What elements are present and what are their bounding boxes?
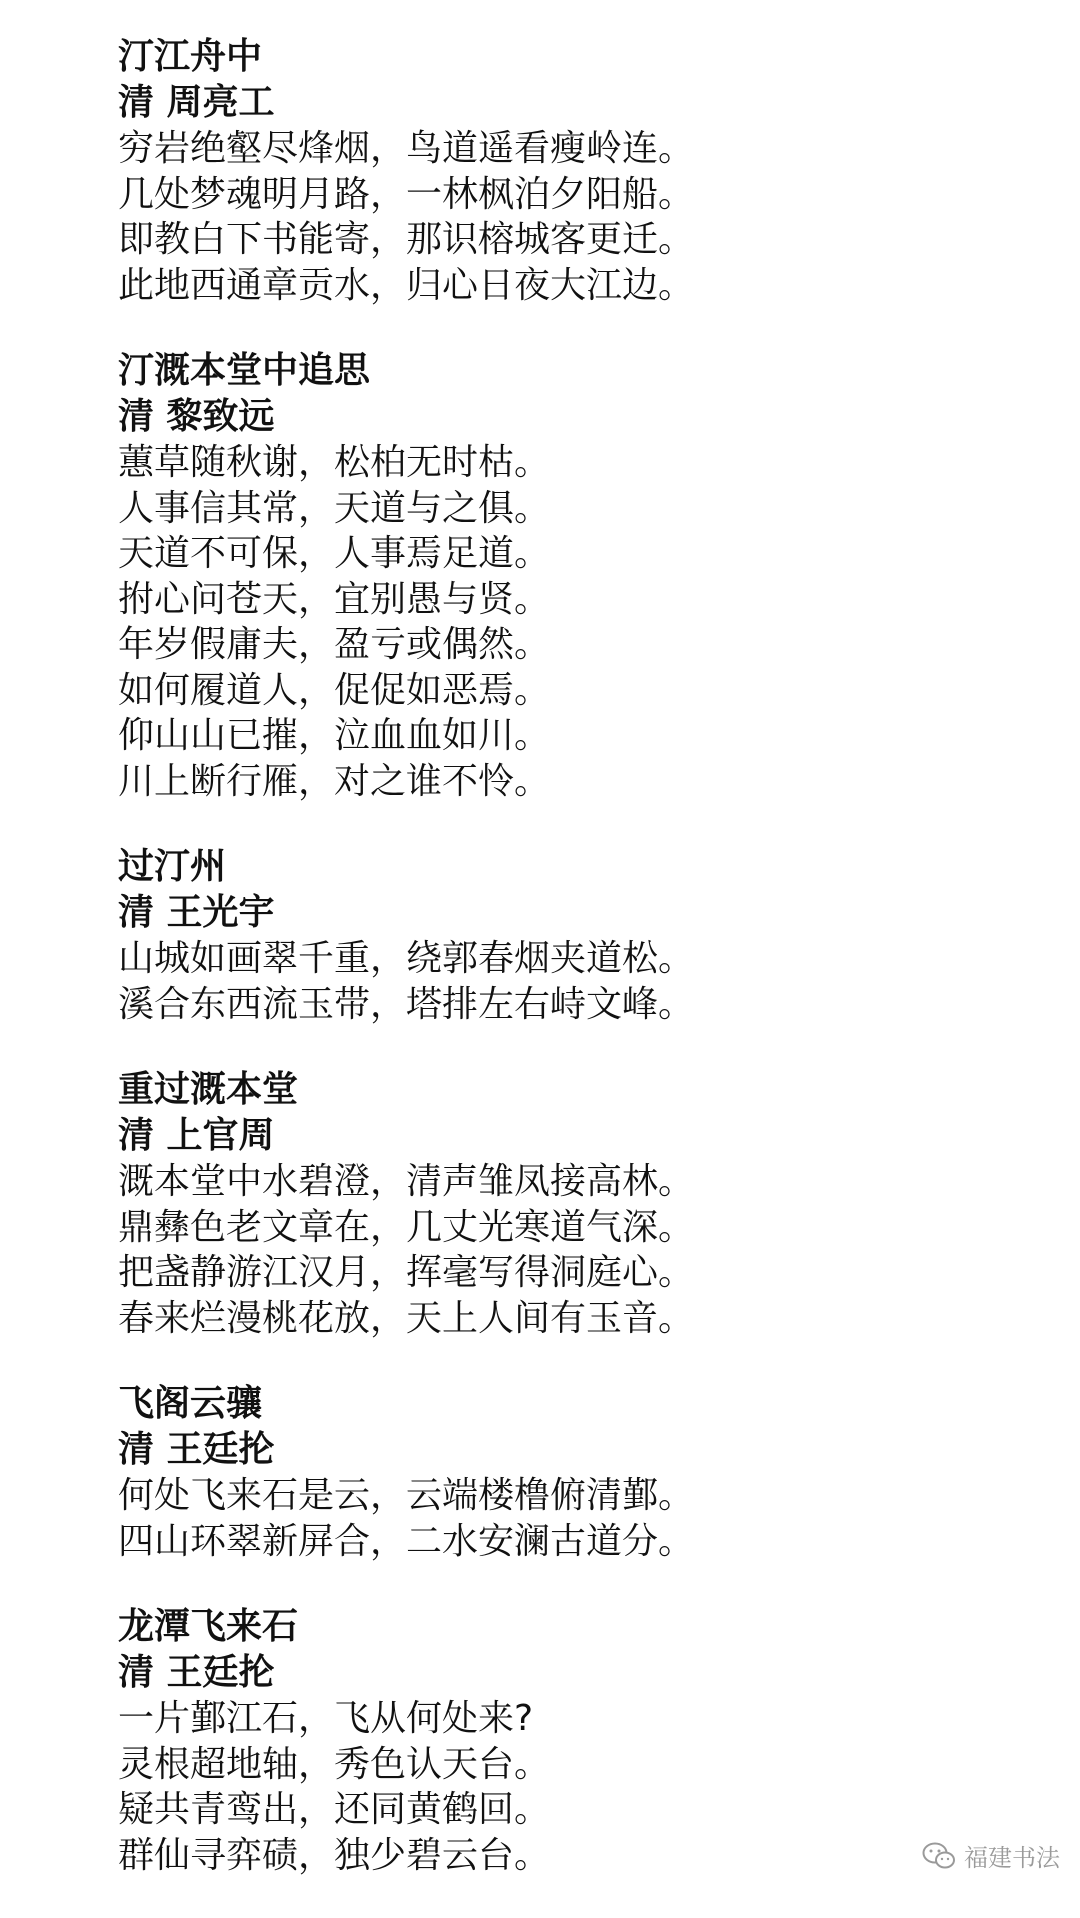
wechat-icon: [922, 1841, 956, 1871]
poem-2: [118, 348, 1018, 804]
poem-6: [118, 1604, 1018, 1878]
poem-title: 汀江舟中: [118, 36, 263, 77]
poem-line: 蕙草随秋谢，松柏无时枯。: [118, 442, 551, 483]
poem-line: 拊心问苍天，宜别愚与贤。: [118, 578, 551, 620]
poem-4: [118, 1067, 1018, 1341]
poem-title: 飞阁云骧: [118, 1383, 263, 1424]
poem-line: 春来烂漫桃花放，天上人间有玉音。: [118, 1297, 695, 1339]
poem-line: 疑共青鸾出，还同黄鹤回。: [118, 1789, 551, 1830]
poem-line: 四山环翠新屏合，二水安澜古道分。: [118, 1520, 695, 1562]
poem-title: 重过溉本堂: [118, 1069, 299, 1110]
poem-document: [118, 34, 1018, 1918]
poem-line: 川上断行雁，对之谁不怜。: [118, 760, 551, 802]
poem-author: 清 周亮工: [118, 82, 275, 123]
poem-5: [118, 1381, 1018, 1564]
poem-author: 清 王廷抡: [118, 1652, 275, 1693]
poem-3: [118, 844, 1018, 1027]
poem-line: 如何履道人，促促如恶焉。: [118, 669, 551, 711]
poem-1: [118, 34, 1018, 308]
poem-line: 几处梦魂明月路，一林枫泊夕阳船。: [118, 173, 695, 215]
poem-line: 把盏静游江汉月，挥毫写得洞庭心。: [118, 1252, 695, 1293]
poem-author: 清 王光宇: [118, 892, 275, 933]
poem-line: 此地西通章贡水，归心日夜大江边。: [118, 264, 695, 306]
poem-line: 山城如画翠千重，绕郭春烟夹道松。: [118, 938, 695, 979]
poem-line: 何处飞来石是云，云端楼橹俯清鄞。: [118, 1475, 695, 1516]
poem-title: 汀溉本堂中追思: [118, 350, 371, 391]
poem-line: 溉本堂中水碧澄，清声雏凤接高林。: [118, 1161, 695, 1202]
poem-line: 溪合东西流玉带，塔排左右峙文峰。: [118, 983, 695, 1025]
poem-author: 清 黎致远: [118, 396, 275, 437]
poem-line: 人事信其常，天道与之俱。: [118, 487, 551, 529]
poem-line: 一片鄞江石，飞从何处来?: [118, 1698, 534, 1739]
watermark-text: 福建书法: [964, 1844, 1060, 1872]
poem-line: 年岁假庸夫，盈亏或偶然。: [118, 624, 551, 665]
poem-author: 清 王廷抡: [118, 1429, 275, 1470]
poem-title: 过汀州: [118, 846, 227, 887]
poem-line: 仰山山已摧，泣血血如川。: [118, 715, 551, 756]
poem-title: 龙潭飞来石: [118, 1606, 299, 1647]
poem-line: 群仙寻弈碛，独少碧云台。: [118, 1834, 551, 1876]
poem-line: 即教白下书能寄，那识榕城客更迁。: [118, 219, 695, 260]
poem-line: 天道不可保，人事焉足道。: [118, 533, 551, 574]
poem-author: 清 上官周: [118, 1115, 275, 1156]
poem-line: 穷岩绝壑尽烽烟，鸟道遥看瘦岭连。: [118, 128, 695, 169]
poem-line: 灵根超地轴，秀色认天台。: [118, 1743, 551, 1785]
watermark: [922, 1838, 1060, 1873]
poem-line: 鼎彝色老文章在，几丈光寒道气深。: [118, 1206, 695, 1248]
